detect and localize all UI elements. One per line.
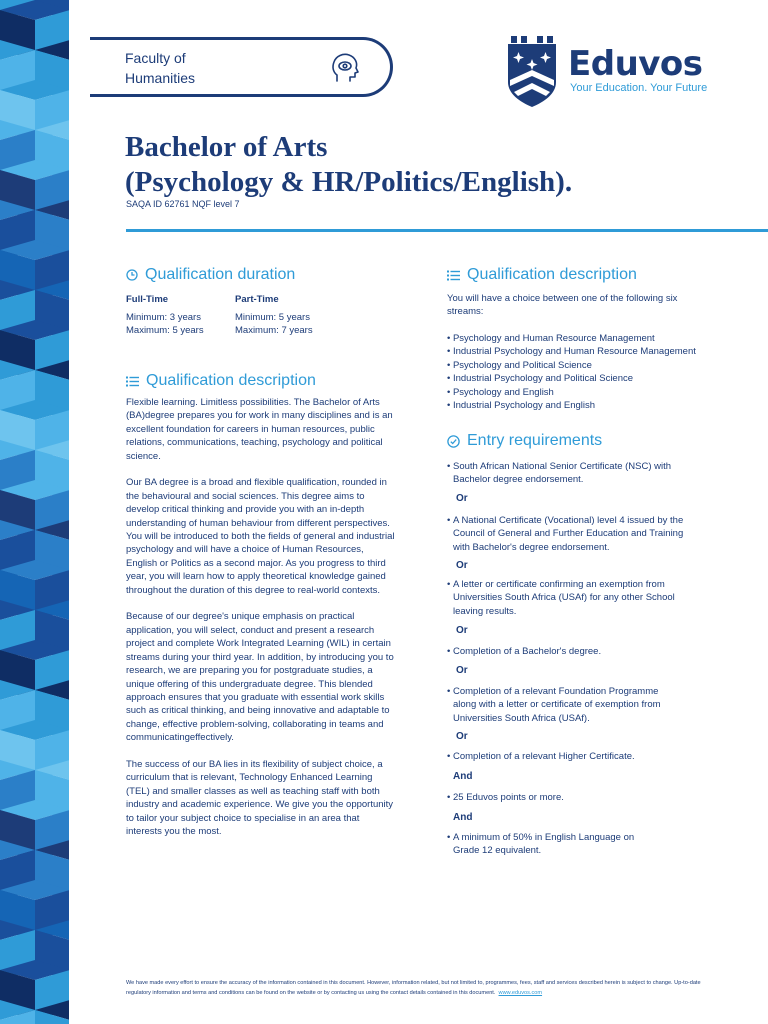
- entry-item: [447, 791, 737, 804]
- footer-disclaimer: [126, 978, 716, 998]
- description-paragraph: Our BA degree is a broad and flexible qualification, rounded in the behavioural and social sciences. This degree aims to develop critical thinking and provide you with an in-depth understanding of human behaviour from different perspectives. You will be introduced to both the fields of general and industrial psychology and will have a choice of Human Resources, English or Politics as a second major. As you progress to third year, you will learn how to apply theoretical knowledge gained throughout the duration of this degree to real-world contexts.: [126, 477, 395, 596]
- stream-item: • Psychology and English: [447, 386, 737, 399]
- stream-item: • Industrial Psychology and Political Science: [447, 372, 737, 385]
- website-link[interactable]: www.eduvos.com: [498, 990, 543, 996]
- brand-tagline: Your Education. Your Future: [570, 82, 708, 94]
- entry-item-text: • Completion of a relevant Higher Certificate.: [453, 751, 635, 762]
- entry-heading-text: Entry requirements: [467, 432, 603, 449]
- stream-item: • Psychology and Human Resource Management: [447, 332, 737, 345]
- full-time-min: Minimum: 3 years: [126, 312, 201, 323]
- part-time-values: [235, 311, 345, 338]
- stream-item: • Psychology and Political Science: [447, 359, 737, 372]
- head-eye-icon: [328, 51, 362, 85]
- entry-item-text: • 25 Eduvos points or more.: [453, 792, 564, 803]
- entry-item: [447, 578, 737, 618]
- entry-item: [447, 514, 737, 554]
- clock-icon: [126, 269, 138, 281]
- brand-name: Eduvos: [568, 44, 703, 84]
- entry-item-text: • Completion of a Bachelor's degree.: [453, 646, 602, 657]
- duration-heading: [126, 266, 295, 284]
- stream-item: • Industrial Psychology and English: [447, 399, 737, 412]
- entry-item-text: • A letter or certificate confirming an exemption from Universities South Africa (USAf) for any other School leaving results.: [453, 579, 675, 617]
- connector-or: Or: [456, 560, 468, 571]
- decorative-side-pattern: [0, 0, 69, 1024]
- entry-item: [447, 645, 737, 658]
- entry-item-text: • Completion of a relevant Foundation Programme along with a letter or certificate of exemption from Universities South Africa (USAf).: [453, 686, 661, 724]
- check-circle-icon: [447, 435, 460, 448]
- entry-item: [447, 750, 737, 763]
- faculty-badge: [90, 37, 393, 97]
- saqa-info: SAQA ID 62761 NQF level 7: [126, 199, 240, 209]
- entry-heading: [447, 432, 602, 450]
- entry-item-text: • South African National Senior Certificate (NSC) with Bachelor degree endorsement.: [453, 461, 672, 486]
- connector-and: And: [453, 812, 473, 823]
- eduvos-shield-logo-icon: [508, 36, 556, 108]
- description-paragraph: The success of our BA lies in its flexibility of subject choice, a curriculum that is relevant, Technology Enhanced Learning (TEL) and smaller classes as well as teaching staff with both industry and academic experience. We give you the opportunity to tailor your subject choice to specialise in an area that interests you the most.: [126, 758, 394, 837]
- part-time-max: Maximum: 7 years: [235, 325, 313, 337]
- connector-or: Or: [456, 665, 468, 676]
- description-left-heading: [126, 372, 316, 390]
- description-paragraph: Because of our degree's unique emphasis on practical application, you will select, conduct and present a research project and complete Work Integrated Learning (WIL) in certain streams during your third year. In addition, by introducing you to research, we are preparing you for postgraduate studies, a unique offering of this undergraduate degree. This blended approach ensures that you graduate with essential work skills such as critical thinking, and being innovative and adaptable to change, effective problem-solving, collaborating in teams and communicatingeffectively.: [126, 611, 394, 744]
- entry-item: [447, 460, 737, 487]
- entry-item: [447, 685, 737, 725]
- disclaimer-text: We have made every effort to ensure the accuracy of the information contained in this document. However, information related, but not limited to, programmes, fees, staff and services described herein is subject to change. Up-to-date regulatory information and terms and conditions can be found on the website or by contacting us using the contact details contained in this document.: [126, 980, 701, 996]
- entry-item-text: • A National Certificate (Vocational) level 4 issued by the Council of General and Further Education and Training with Bachelor's degree endorsement.: [453, 515, 684, 553]
- full-time-label: Full-Time: [126, 294, 169, 305]
- part-time-min: Minimum: 5 years: [235, 312, 310, 323]
- connector-and: And: [453, 771, 473, 782]
- connector-or: Or: [456, 625, 468, 636]
- faculty-line-1: Faculty of: [125, 50, 186, 66]
- faculty-name: [125, 48, 285, 88]
- description-left-heading-text: Qualification description: [146, 372, 316, 389]
- faculty-line-2: Humanities: [125, 70, 196, 86]
- description-paragraph: Flexible learning. Limitless possibilities. The Bachelor of Arts (BA)degree prepares you for work in many disciplines and is an excellent foundation for careers in human resources, public relations, communications, teaching, psychology and political science.: [126, 397, 393, 462]
- part-time-label: Part-Time: [235, 294, 279, 305]
- title-line-2: (Psychology & HR/Politics/English).: [125, 166, 573, 198]
- full-time-max: Maximum: 5 years: [126, 325, 204, 337]
- description-left-body: [126, 396, 396, 852]
- description-right-heading-text: Qualification description: [467, 266, 637, 283]
- full-time-values: [126, 311, 236, 338]
- title-line-1: Bachelor of Arts: [125, 131, 328, 163]
- list-icon: [126, 376, 139, 387]
- list-icon: [447, 270, 460, 281]
- connector-or: Or: [456, 493, 468, 504]
- duration-heading-text: Qualification duration: [145, 266, 296, 283]
- page-title: [125, 130, 745, 200]
- streams-intro: You will have a choice between one of the following six streams:: [447, 293, 678, 318]
- entry-item-text: • A minimum of 50% in English Language on Grade 12 equivalent.: [453, 832, 635, 857]
- entry-item: [447, 831, 737, 858]
- connector-or: Or: [456, 731, 468, 742]
- description-right-heading: [447, 266, 637, 284]
- streams-list: [447, 332, 737, 412]
- title-divider: [126, 229, 768, 232]
- stream-item: • Industrial Psychology and Human Resource Management: [447, 345, 737, 358]
